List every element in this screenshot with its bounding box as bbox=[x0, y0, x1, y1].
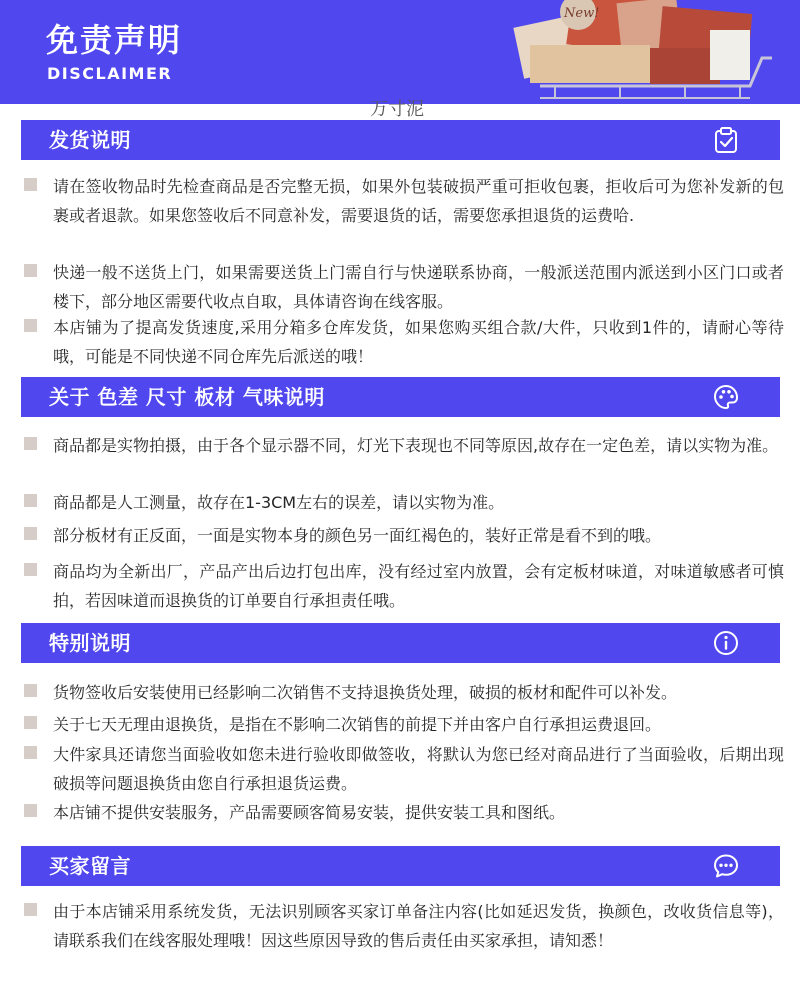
list-item: 关于七天无理由退换货，是指在不影响二次销售的前提下并由客户自行承担运费退回。 bbox=[24, 710, 784, 739]
section-title: 买家留言 bbox=[49, 854, 131, 878]
bullet-square bbox=[24, 903, 37, 916]
section-special-notes-header bbox=[21, 623, 780, 663]
list-item: 本店铺不提供安装服务，产品需要顾客简易安装，提供安装工具和图纸。 bbox=[24, 798, 784, 827]
banner-subtitle: DISCLAIMER bbox=[47, 64, 173, 83]
bullet-square bbox=[24, 527, 37, 540]
bullet-square bbox=[24, 716, 37, 729]
list-item: 本店铺为了提高发货速度,采用分箱多仓库发货，如果您购买组合款/大件，只收到1件的，请耐心等待哦，可能是不同快递不同仓库先后派送的哦！ bbox=[24, 313, 784, 371]
bullet-square bbox=[24, 319, 37, 332]
section-title: 特别说明 bbox=[49, 631, 131, 655]
list-item: 部分板材有正反面，一面是实物本身的颜色另一面红褐色的，装好正常是看不到的哦。 bbox=[24, 521, 784, 550]
palette-icon bbox=[712, 383, 740, 411]
list-item: 大件家具还请您当面验收如您未进行验收即做签收，将默认为您已经对商品进行了当面验收，后期出现破损等问题退换货由您自行承担退货运费。 bbox=[24, 740, 784, 798]
watermark-text: 万寸泥 bbox=[370, 99, 424, 120]
list-item: 快递一般不送货上门，如果需要送货上门需自行与快递联系协商，一般派送范围内派送到小区门口或者楼下，部分地区需要代收点自取，具体请咨询在线客服。 bbox=[24, 258, 784, 316]
section-shipping-header bbox=[21, 120, 780, 160]
list-item: 由于本店铺采用系统发货，无法识别顾客买家订单备注内容(比如延迟发货，换颜色，改收货信息等)，请联系我们在线客服处理哦！因这些原因导致的售后责任由买家承担，请知悉！ bbox=[24, 897, 784, 955]
clipboard-check-icon bbox=[712, 126, 740, 154]
disclaimer-banner bbox=[0, 0, 800, 104]
section-title: 关于 色差 尺寸 板材 气味说明 bbox=[49, 385, 325, 409]
bullet-square bbox=[24, 178, 37, 191]
chat-bubble-icon bbox=[712, 852, 740, 880]
shopping-cart-illustration bbox=[500, 0, 800, 104]
bullet-square bbox=[24, 437, 37, 450]
bullet-square bbox=[24, 684, 37, 697]
list-item: 请在签收物品时先检查商品是否完整无损，如果外包装破损严重可拒收包裹，拒收后可为您补发新的包裹或者退款。如果您签收后不同意补发，需要退货的话，需要您承担退货的运费哈. bbox=[24, 172, 784, 230]
list-item: 商品都是人工测量，故存在1-3CM左右的误差，请以实物为准。 bbox=[24, 488, 784, 517]
list-item: 商品均为全新出厂，产品产出后边打包出库，没有经过室内放置，会有定板材味道，对味道敏感者可慎拍，若因味道而退换货的订单要自行承担责任哦。 bbox=[24, 557, 784, 615]
bullet-square bbox=[24, 804, 37, 817]
bullet-square bbox=[24, 563, 37, 576]
list-item: 商品都是实物拍摄，由于各个显示器不同，灯光下表现也不同等原因,故存在一定色差，请以实物为准。 bbox=[24, 431, 784, 460]
bullet-square bbox=[24, 264, 37, 277]
banner-title: 免责声明 bbox=[46, 21, 183, 59]
bullet-square bbox=[24, 494, 37, 507]
info-icon bbox=[712, 629, 740, 657]
section-buyer-message-header bbox=[21, 846, 780, 886]
banner-art-label: New! bbox=[564, 6, 600, 21]
section-title: 发货说明 bbox=[49, 128, 131, 152]
section-color-size-header bbox=[21, 377, 780, 417]
bullet-square bbox=[24, 746, 37, 759]
list-item: 货物签收后安装使用已经影响二次销售不支持退换货处理，破损的板材和配件可以补发。 bbox=[24, 678, 784, 707]
